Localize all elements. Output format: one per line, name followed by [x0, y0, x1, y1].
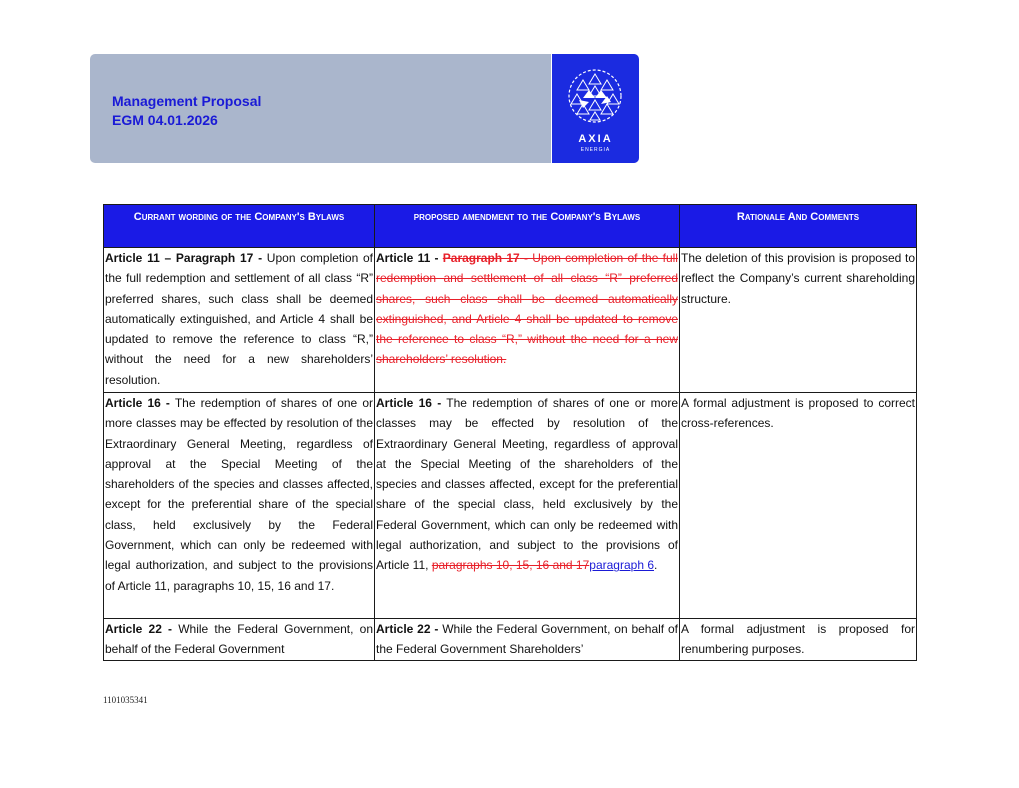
article-label: Article 16 -	[376, 396, 442, 410]
header-proposed-amendment: proposed amendment to the Company's Bylaws	[375, 205, 680, 248]
deleted-text: paragraphs 10, 15, 16 and 17	[431, 558, 590, 573]
logo-subtitle: ENERGIA	[580, 147, 611, 153]
proposed-amendment-cell	[375, 393, 680, 619]
proposed-amendment-cell	[375, 248, 680, 393]
deleted-text: - Upon completion of the full redemption and settlement of all class “R” preferred shares, such class shall be deemed automatically extinguished, and Article 4 shall be updated to remove the reference to class “R,” without the need for a new shareholders’ resolution.	[376, 251, 678, 367]
table-row	[104, 248, 917, 393]
sentence-end: .	[654, 558, 658, 573]
globe-logo-icon	[567, 68, 623, 124]
logo-wordmark: AXIA	[578, 133, 613, 145]
proposal-title: Management Proposal	[112, 93, 262, 109]
article-text: While the Federal Government, on behalf of the Federal Government	[105, 622, 373, 657]
document-id: 1101035341	[103, 695, 148, 705]
inserted-text: paragraph 6	[589, 558, 654, 573]
article-label: Article 11 -	[376, 251, 439, 265]
header-current-wording: Currant wording of the Company's Bylaws	[104, 205, 375, 248]
rationale-cell: The deletion of this provision is proposed to reflect the Company’s current shareholding structure.	[680, 248, 917, 393]
proposed-amendment-cell	[375, 619, 680, 661]
bylaws-comparison-table	[103, 204, 917, 661]
company-logo	[552, 54, 639, 163]
table-header-row	[104, 205, 917, 248]
rationale-cell: A formal adjustment is proposed for renumbering purposes.	[680, 619, 917, 661]
article-text: While the Federal Government, on behalf of the Federal Government Shareholders’	[376, 622, 678, 657]
article-label: Article 11 – Paragraph 17 -	[105, 251, 263, 265]
current-wording-cell	[104, 619, 375, 661]
article-text: The redemption of shares of one or more classes may be effected by resolution of the Extraordinary General Meeting, regardless of approval at the Special Meeting of the shareholders of the species and classes affected, except for the preferential share of the special class, held exclusively by the Federal Government, which can only be redeemed with legal authorization, and subject to the provisions of Article 11, paragraphs 10, 15, 16 and 17.	[105, 396, 374, 593]
current-wording-cell	[104, 248, 375, 393]
table-row	[104, 619, 917, 661]
article-label: Article 16 -	[105, 396, 170, 410]
article-text: Upon completion of the full redemption and settlement of all class “R” preferred shares, such class shall be deemed automatically extinguished, and Article 4 shall be updated to remove the reference to class “R,” without the need for a new shareholders’ resolution.	[105, 251, 374, 387]
deleted-label: Paragraph 17	[442, 251, 520, 265]
article-text: The redemption of shares of one or more classes may be effected by resolution of the Extraordinary General Meeting, regardless of approval at the Special Meeting of the shareholders of the species and classes affected, except for the preferential share of the special class, held exclusively by the Federal Government, which can only be redeemed with legal authorization, and subject to the provisions of Article 11,	[376, 396, 679, 573]
article-label: Article 22 -	[105, 622, 173, 636]
table-row	[104, 393, 917, 619]
header-banner	[90, 54, 551, 163]
current-wording-cell	[104, 393, 375, 619]
article-label: Article 22 -	[376, 622, 439, 636]
meeting-date: EGM 04.01.2026	[112, 112, 218, 128]
header-rationale: Rationale And Comments	[680, 205, 917, 248]
rationale-cell: A formal adjustment is proposed to correct cross-references.	[680, 393, 917, 619]
